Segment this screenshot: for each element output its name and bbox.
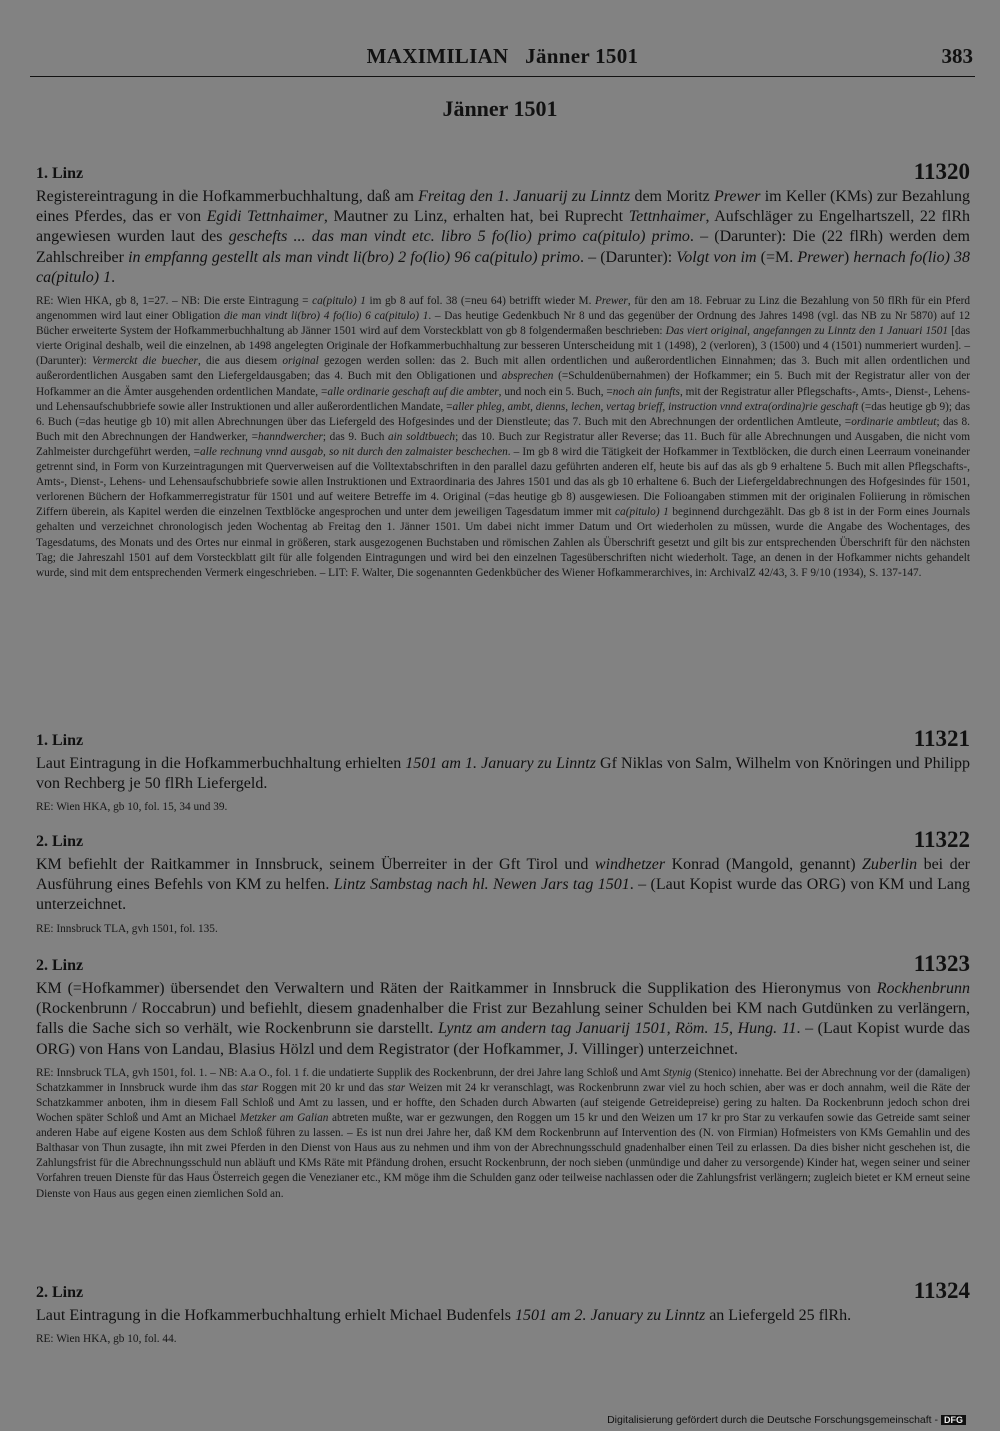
running-header — [30, 44, 975, 77]
entry-text: KM befiehlt der Raitkammer in Innsbruck, seinem Überreiter in der Gft Tirol und windhetzer Konrad (Mangold, genannt) Zuberlin bei der Ausführung eines Befehls von KM zu helfen. Lintz Sambstag nach hl. Newen Jars tag 1501. – (Laut Kopist wurde das ORG) von KM und Lang unterzeichnet. — [36, 856, 970, 914]
entry-date-place: 1. Linz — [36, 732, 84, 749]
entry-number: 11323 — [913, 951, 970, 976]
dfg-logo: DFG — [941, 1415, 966, 1425]
entry-note: RE: Innsbruck TLA, gvh 1501, fol. 135. — [36, 922, 218, 935]
footer-text: Digitalisierung gefördert durch die Deutsche Forschungsgemeinschaft - — [607, 1414, 938, 1426]
entry-date-place: 2. Linz — [36, 1284, 84, 1301]
entry-heading — [36, 159, 970, 187]
entry-heading — [36, 827, 970, 855]
regest-entry — [36, 827, 970, 937]
entry-note: RE: Wien HKA, gb 8, 1=27. – NB: Die erste Eintragung = ca(pitulo) 1 im gb 8 auf fol. 38 (=neu 64) betrifft wieder M. Prewer, für den am 18. Februar zu Linz die Bezahlung von 50 flRh für ein Pferd angenommen wird laut einer Obligation die man vindt li(bro) 4 fo(lio) 6 ca(pitulo) 1. – Das heutige Gedenkbuch Nr 8 und das gegenüber der Ordnung des Jahres 1498 (vgl. das NB zu Nr 5870) auf 12 Bücher erweiterte System der Hofkammerbuchhaltung ab Jänner 1501 wird auf dem Vorsteckblatt von gb 8 folgendermaßen beschrieben: Das viert original, angefanngen zu Linntz den 1 Januari 1501 [das vierte Original deshalb, weil die einzelnen, ab 1498 angelegten Originale der Hofkammerbuchhaltung zur besseren Unterscheidung mit 1 (1498), 2 (verloren), 3 (1500) und 4 (1501) nummeriert wurden]. – (Darunter): Vermerckt die buecher, die aus diesem original gezogen werden sollen: das 2. Buch mit allen ordentlichen und außerordentlichen Einnahmen; das 3. Buch mit allen ordentlichen und außerordentlichen Ausgaben samt den Liefergeldausgaben; das 4. Buch mit den Obligationen und absprechen (=Schuldenübernahmen) der Hofkammer; ein 5. Buch mit der Registratur aller von der Hofkammer an die Ämter ausgehenden ordentlichen Mandate, =alle ordinarie geschaft auf die ambter, und noch ein 5. Buch, =noch ain funfts, mit der Registratur aller Pflegschafts-, Amts-, Dienst-, Lehens- und Lehensaufschubbriefe sowie aller Instruktionen und aller außerordentlichen Mandate, =aller phleg, ambt, dienns, lechen, vertag brieff, instruction vnnd extra(ordina)rie geschaft (=das heutige gb 9); das 6. Buch (=das heutige gb 10) mit allen Abrechnungen über das Liefergeld des Hofgesindes und der Dienstleute; das 7. Buch mit den Abrechnungen der ordentlichen Amtleute, =ordinarie ambtleut; das 8. Buch mit den Abrechnungen der Handwerker, =hanndwercher; das 9. Buch ain soldtbuech; das 10. Buch zur Registratur aller Reverse; das 11. Buch für alle Abrechnungen und Ausgaben, die nicht vom Zahlmeister durchgeführt werden, =alle rechnung vnnd ausgab, so nit durch den zalmaister beschechen. – Im gb 8 wird die Tätigkeit der Hofkammer in Textblöcken, die durch einen Leerraum voneinander getrennt sind, in Form von Kurzeintragungen mit Querverweisen auf die Volltextabschriften in den parallel dazu geführten anderen elf, heute bis auf das als gb 9 erhaltene 5. Buch mit allen Pflegschafts-, Amts-, Dienst-, Lehens- und Lehensaufschubbriefe sowie allen Instruktionen und Extraordinaria des Jahres 1501 und das als gb 10 erhaltene 6. Buch der Liefergeldabrechnungen des Hofgesindes für 1501, verlorenen Büchern der Hofkammerregistratur für 1501 und auf weitere Betreffe im 4. Original (=das heutige gb 8) ausgewiesen. Die Folioangaben stimmen mit der originalen Foliierung in römischen Ziffern überein, als Kapitel werden die einzelnen Textblöcke angesprochen und unter dem jeweiligen Tagesdatum immer mit ca(pitulo) 1 beginnend durchgezählt. Das gb 8 ist in der Form eines Journals gehalten und verzeichnet chronologisch jeden Wochentag ab Freitag den 1. Jänner 1501. Um dabei nicht immer Datum und Ort wiederholen zu müssen, wurde die Angabe des Wochentages, des Tagesdatums, des Monats und des Ortes nur einmal in größeren, stark ausgezogenen Buchstaben und römischen Zahlen als Überschrift gesetzt und gilt bis zur entsprechenden Überschrift für den nächsten Tag; die Jahreszahl 1501 auf dem Vorsteckblatt gilt für alle folgenden Eintragungen und wird bei den einzelnen Tagesüberschriften nicht wiederholt. Tage, an denen in der Hofkammer nichts gehandelt wurde, sind mit dem entsprechenden Vermerk eingeschrieben. – LIT: F. Walter, Die sogenannten Gedenkbücher des Wiener Hofkammerarchives, in: ArchivalZ 42/43, 3. F 9/10 (1934), S. 137-147. — [36, 295, 971, 579]
regest-entry — [36, 159, 971, 581]
regest-entry — [36, 951, 970, 1202]
header-title: MAXIMILIAN Jänner 1501 — [366, 44, 639, 68]
entry-heading — [36, 726, 970, 754]
entry-date-place: 2. Linz — [36, 957, 84, 974]
footer-credit — [607, 1414, 966, 1426]
page-number: 383 — [941, 44, 973, 68]
entry-text: Laut Eintragung in die Hofkammerbuchhaltung erhielten 1501 am 1. January zu Linntz Gf Niklas von Salm, Wilhelm von Knöringen und Philipp von Rechberg je 50 flRh Liefergeld. — [36, 755, 970, 793]
entry-note: RE: Wien HKA, gb 10, fol. 44. — [36, 1333, 177, 1346]
regest-entry — [36, 726, 970, 816]
entry-note: RE: Innsbruck TLA, gvh 1501, fol. 1. – NB: A.a O., fol. 1 f. die undatierte Supplik des Rockenbrunn, der drei Jahre lang Schloß und Amt Stynig (Stenico) innehatte. Bei der Abrechnung vor der (damaligen) Schatzkammer in Innsbruck wurde ihm das star Roggen mit 20 kr und das star Weizen mit 24 kr veranschlagt, was Rockenbrunn zwar viel zu hoch schien, aber was er doch annahm, weil die Räte der Schatzkammer anboten, ihm in diesem Fall Schloß und Amt zu lassen, und er hoffte, den Schaden durch Abwarten (auf steigende Getreidepreise) gering zu halten. Da Rockenbrunn jedoch schon drei Wochen später Schloß und Amt an Michael Metzker am Galian abtreten mußte, war er gezwungen, den Roggen um 15 kr und den Weizen um 17 kr pro Star zu verkaufen sowie das Getreide samt seiner anderen Habe auf eigene Kosten aus dem Schloß führen zu lassen. – Es ist nun drei Jahre her, daß KM dem Rockenbrunn auf Intervention des (N. von Firmian) Hofmeisters von KMs Gemahlin und des Balthasar von Thun zusagte, ihn mit zwei Pferden in den Dienst von Haus aus zu nehmen und ihm von der Abrechnungsschuld gnadenhalber einen Teil zu erlassen. Da dies bisher nicht geschehen ist, die Zahlungsfrist für die Abrechnungsschuld nun abläuft und KMs Räte mit Pfändung drohen, ersucht Rockenbrunn, der noch sieben (unmündige und daher zu versorgende) Kinder hat, wegen seiner und seiner Vorfahren treuen Dienste für das Haus Österreich gegen die Venezianer etc., KM möge ihm die Schulden ganz oder teilweise nachlassen oder die Zahlungsfrist verlängern; zugleich bietet er KM erneut seine Dienste von Haus aus gegen einen ziemlichen Sold an. — [36, 1066, 970, 1200]
entry-heading — [36, 1278, 970, 1306]
entry-text: Registereintragung in die Hofkammerbuchhaltung, daß am Freitag den 1. Januarij zu Linntz dem Moritz Prewer im Keller (KMs) zur Bezahlung eines Pferdes, das er von Egidi Tettnhaimer, Mautner zu Linz, erhalten hat, bei Ruprecht Tettnhaimer, Aufschläger zu Engelhartszell, 22 flRh angewiesen wurden laut des geschefts ... das man vindt etc. libro 5 fo(lio) primo ca(pitulo) primo. – (Darunter): Die (22 flRh) werden dem Zahlschreiber in empfanng gestellt als man vindt li(bro) 2 fo(lio) 96 ca(pitulo) primo. – (Darunter): Volgt von im (=M. Prewer) hernach fo(lio) 38 ca(pitulo) 1. — [36, 188, 971, 286]
entry-text: Laut Eintragung in die Hofkammerbuchhaltung erhielt Michael Budenfels 1501 am 2. January zu Linntz an Liefergeld 25 flRh. — [36, 1307, 852, 1324]
entry-number: 11320 — [913, 159, 970, 184]
entry-note: RE: Wien HKA, gb 10, fol. 15, 34 und 39. — [36, 801, 228, 814]
entry-number: 11322 — [913, 827, 970, 852]
entry-heading — [36, 951, 970, 979]
month-heading: Jänner 1501 — [442, 96, 558, 121]
regest-entry — [36, 1278, 970, 1347]
entry-number: 11324 — [913, 1278, 970, 1303]
entry-date-place: 1. Linz — [36, 165, 84, 182]
entry-text: KM (=Hofkammer) übersendet den Verwaltern und Räten der Raitkammer in Innsbruck die Supplikation des Hieronymus von Rockhenbrunn (Rockenbrunn / Roccabrun) und befiehlt, diesem gnadenhalber die Frist zur Bezahlung seiner Schulden bei KM nach Gutdünken zu verlängern, falls die Sache sich so verhält, wie Rockenbrunn sie darstellt. Lyntz am andern tag Januarij 1501, Röm. 15, Hung. 11. – (Laut Kopist wurde das ORG) von Hans von Landau, Blasius Hölzl und dem Registrator (der Hofkammer, J. Villinger) unterzeichnet. — [36, 980, 970, 1058]
entry-number: 11321 — [913, 726, 970, 751]
entry-date-place: 2. Linz — [36, 833, 84, 850]
